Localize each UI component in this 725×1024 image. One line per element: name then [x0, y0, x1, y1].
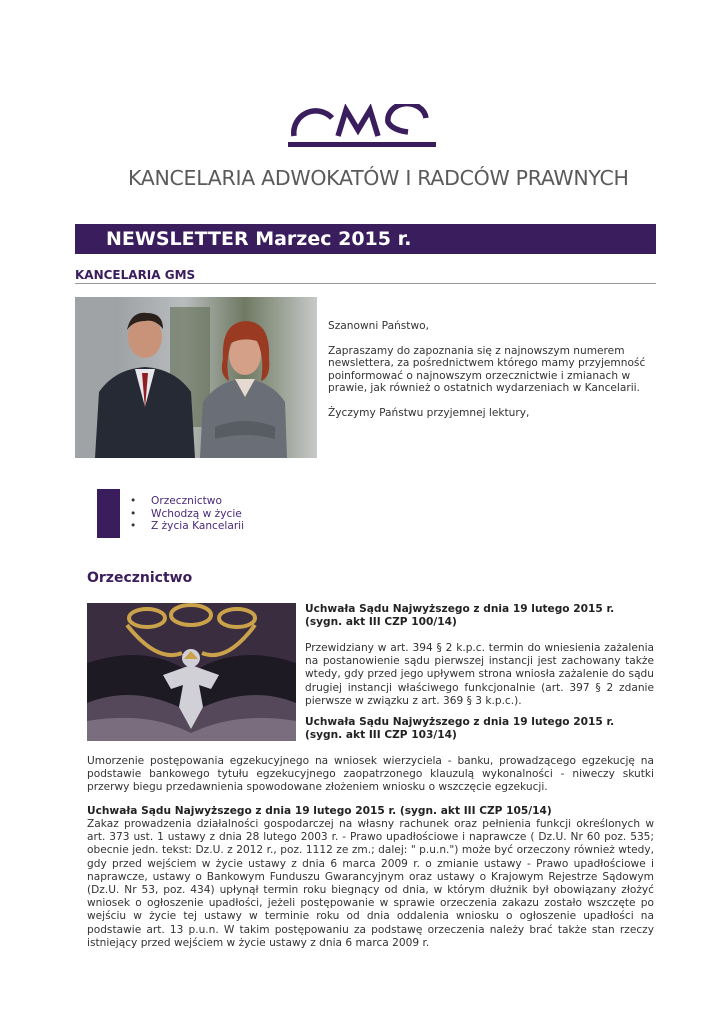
team-photo	[75, 297, 317, 458]
section-divider	[75, 283, 656, 284]
toc-item-wchodza-w-zycie[interactable]: • Wchodzą w życie	[130, 508, 244, 521]
toc-item-z-zycia-kancelarii[interactable]: • Z życia Kancelarii	[130, 520, 244, 533]
intro-text	[328, 320, 658, 432]
toc-accent-bar	[97, 489, 120, 538]
table-of-contents	[130, 495, 244, 533]
greeting: Szanowni Państwo,	[328, 320, 429, 332]
gms-logo	[288, 104, 438, 152]
newsletter-title: NEWSLETTER Marzec 2015 r.	[106, 228, 412, 250]
ruling-3-body: Zakaz prowadzenia działalności gospodarczej na własny rachunek oraz pełnienia funkcji określonych w art. 373 ust. 1 ustawy z dnia 28 lutego 2003 r. - Prawo upadłościowe i naprawcze ( Dz.U. Nr 60 poz. 535; obecnie jedn. tekst: Dz.U. z 2012 r., poz. 1112 ze zm.; dalej: " p.u.n.") może być orzeczony również wtedy, gdy przed wejściem w życie ustawy z dnia 6 marca 2009 r. o zmianie ustawy - Prawo upadłościowe i naprawcze, ustawy o Bankowym Funduszu Gwarancyjnym oraz ustawy o Krajowym Rejestrze Sądowym (Dz.U. Nr 53, poz. 434) upłynął termin roku biegnący od dnia, w którym dłużnik był obowiązany złożyć wniosek o ogłoszenie upadłości, jeżeli postępowanie w sprawie orzeczenia zakazu zostało wszczęte po wejściu w życie tej ustawy w terminie roku od dnia oddalenia wniosku o ogłoszenie upadłości na podstawie art. 13 p.u.n. W takim postępowaniu za podstawę orzeczenia należy brać także stan rzeczy istniejący przed wejściem w życie ustawy z dnia 6 marca 2009 r.	[87, 818, 654, 949]
intro-body: Zapraszamy do zapoznania się z najnowszym numerem newslettera, za pośrednictwem którego mamy przyjemność poinformować o najnowszym orzecznictwie i zmianach w prawie, jak również o ostatnich wydarzeniach w Kancelarii.	[328, 344, 646, 395]
ruling-2-body: Umorzenie postępowania egzekucyjnego na wniosek wierzyciela - banku, prowadzącego egzekucję na podstawie bankowego tytułu egzekucyjnego zaopatrzonego klauzulą wykonalności - niweczy skutki przerwy biegu przedawnienia spowodowane złożeniem wniosku o wszczęcie egzekucji.	[87, 755, 654, 794]
toc-item-orzecznictwo[interactable]: • Orzecznictwo	[130, 495, 244, 508]
ruling-1-body: Przewidziany w art. 394 § 2 k.p.c. termin do wniesienia zażalenia na postanowienie sądu pierwszej instancji jest zachowany także wtedy, gdy przed jego upływem strona wniosła zażalenie do sądu drugiej instancji właściwego funkcjonalnie (art. 397 § 2 zdanie pierwsze w związku z art. 369 § 3 k.p.c.).	[305, 642, 654, 707]
section-heading: KANCELARIA GMS	[75, 268, 196, 282]
ruling-3-title: Uchwała Sądu Najwyższego z dnia 19 lutego 2015 r. (sygn. akt III CZP 105/14)	[87, 805, 552, 817]
firm-name: KANCELARIA ADWOKATÓW I RADCÓW PRAWNYCH	[128, 166, 629, 190]
closing: Życzymy Państwu przyjemnej lektury,	[328, 406, 530, 419]
orzecznictwo-heading: Orzecznictwo	[87, 570, 193, 586]
ruling-2-title: Uchwała Sądu Najwyższego z dnia 19 lutego 2015 r. (sygn. akt III CZP 103/14)	[305, 716, 615, 742]
judge-chain-photo	[87, 603, 296, 741]
ruling-1-title: Uchwała Sądu Najwyższego z dnia 19 lutego 2015 r. (sygn. akt III CZP 100/14)	[305, 603, 615, 629]
